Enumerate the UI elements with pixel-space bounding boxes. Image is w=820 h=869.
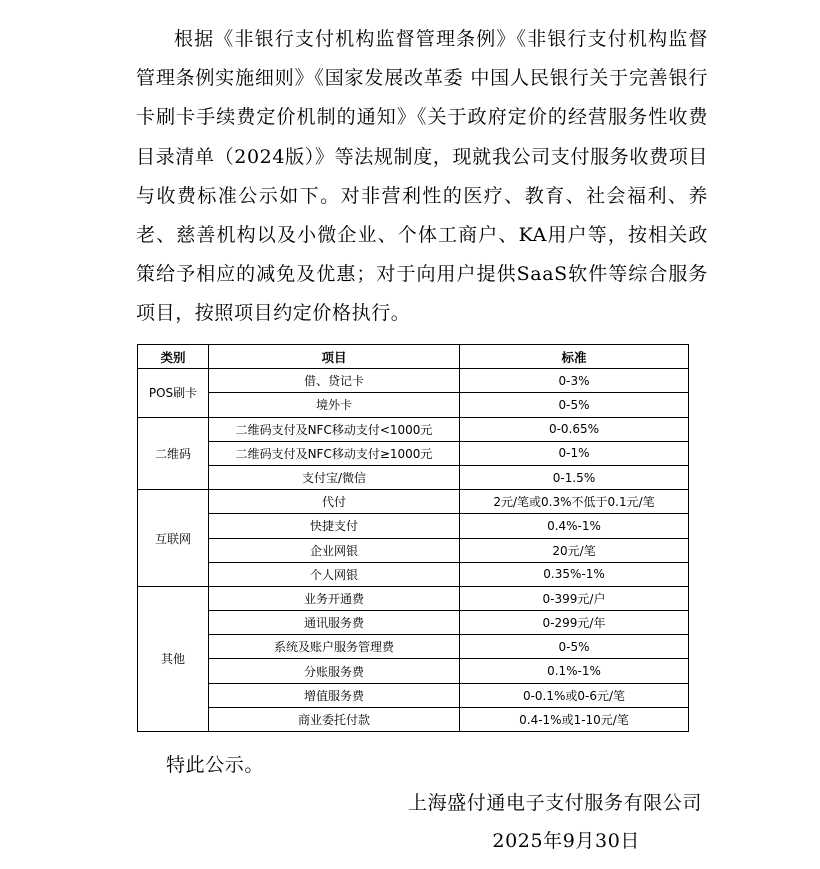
item-cell: 商业委托付款 [209,707,460,731]
table-row [138,707,689,731]
company-name: 上海盛付通电子支付服务有限公司 [407,792,702,814]
notice-date: 2025年9月30日 [492,830,640,852]
item-cell: 企业网银 [209,538,460,562]
table-header-row [138,345,689,369]
item-cell: 快捷支付 [209,514,460,538]
table-row [138,441,689,465]
table-row [138,635,689,659]
item-cell: 系统及账户服务管理费 [209,635,460,659]
category-cell: 二维码 [138,417,209,490]
item-cell: 分账服务费 [209,659,460,683]
standard-cell: 0-5% [460,393,689,417]
table-row [138,490,689,514]
standard-cell: 0.4-1%或1-10元/笔 [460,707,689,731]
item-cell: 二维码支付及NFC移动支付<1000元 [209,417,460,441]
category-cell: 其他 [138,586,209,731]
standard-cell: 0-0.65% [460,417,689,441]
fee-table [137,344,689,732]
standard-cell: 2元/笔或0.3%不低于0.1元/笔 [460,490,689,514]
category-cell: 互联网 [138,490,209,587]
standard-cell: 0-5% [460,635,689,659]
table-row [138,659,689,683]
standard-cell: 20元/笔 [460,538,689,562]
intro-paragraph: 根据《非银行支付机构监督管理条例》《非银行支付机构监督管理条例实施细则》《国家发展改革委 中国人民银行关于完善银行卡刷卡手续费定价机制的通知》《关于政府定价的经营服务性收费目录清单（2024版）》等法规制度，现就我公司支付服务收费项目与收费标准公示如下。对非营利性的医疗、教育、社会福利、养老、慈善机构以及小微企业、个体工商户、KA用户等，按相关政策给予相应的减免及优惠；对于向用户提供SaaS软件等综合服务项目，按照项目约定价格执行。 [136,28,708,325]
item-cell: 代付 [209,490,460,514]
table-row [138,514,689,538]
standard-cell: 0-1% [460,441,689,465]
header-item: 项目 [209,345,460,369]
table-row [138,369,689,393]
table-row [138,393,689,417]
table-row [138,465,689,489]
item-cell: 借、贷记卡 [209,369,460,393]
table-row [138,562,689,586]
category-cell: POS刷卡 [138,369,209,417]
item-cell: 通讯服务费 [209,611,460,635]
standard-cell: 0-399元/户 [460,586,689,610]
header-standard: 标准 [460,345,689,369]
closing-statement: 特此公示。 [166,754,265,776]
table-row [138,417,689,441]
item-cell: 增值服务费 [209,683,460,707]
table-row [138,586,689,610]
table-row [138,683,689,707]
standard-cell: 0.4%-1% [460,514,689,538]
item-cell: 二维码支付及NFC移动支付≥1000元 [209,441,460,465]
table-row [138,538,689,562]
standard-cell: 0-3% [460,369,689,393]
standard-cell: 0-299元/年 [460,611,689,635]
standard-cell: 0.1%-1% [460,659,689,683]
standard-cell: 0-1.5% [460,465,689,489]
item-cell: 业务开通费 [209,586,460,610]
table-row [138,611,689,635]
item-cell: 个人网银 [209,562,460,586]
item-cell: 支付宝/微信 [209,465,460,489]
standard-cell: 0.35%-1% [460,562,689,586]
header-category: 类别 [138,345,209,369]
item-cell: 境外卡 [209,393,460,417]
standard-cell: 0-0.1%或0-6元/笔 [460,683,689,707]
